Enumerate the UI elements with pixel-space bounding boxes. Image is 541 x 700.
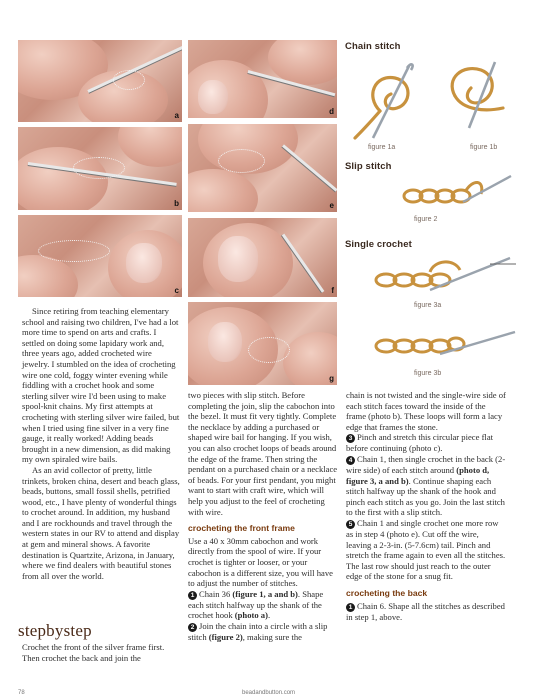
- photo-f: [188, 218, 337, 297]
- step-2-text-2: , making sure the: [242, 631, 302, 642]
- photo-d: [188, 40, 337, 118]
- figure-1b-caption: figure 1b: [470, 144, 498, 151]
- figure-2-caption: figure 2: [414, 216, 438, 223]
- back-step-1-text: Chain 6. Shape all the stitches as described in step 1, above.: [346, 600, 505, 622]
- step-1-text: Chain 36: [199, 588, 233, 599]
- photo-a: [18, 40, 182, 122]
- step-3: [346, 432, 506, 454]
- step-1-text-2: . Shape each stitch halfway up the shank of the crochet hook: [188, 588, 324, 621]
- step-2: [188, 621, 338, 643]
- step-2-ref: (figure 2): [208, 631, 243, 642]
- photo-c-label: c: [174, 286, 179, 295]
- step-4: [346, 454, 506, 518]
- step-1-end: .: [267, 610, 271, 621]
- photo-a-label: a: [174, 111, 179, 120]
- photo-e: [188, 124, 337, 212]
- single-crochet-title: Single crochet: [345, 239, 412, 250]
- intro-paragraph-1: Since retiring from teaching elementary school and raising two children, I've had a lot more time to spend on arts and crafts. I settled on doing some lapidary work and, three years ago, added crocheted wire jewelry. I stumbled on the idea of crocheting wire one cold, foggy winter evening while fiddling with a crochet hook and some sterling silver wire I'd been using to make spool-knit chains. My first attempts at crocheting with sterling silver wire failed, but when I tried using fine silver in a very fine gauge, it really worked! Adding beads brought in a new dimension, as did making my own spiraled wire bails.: [22, 306, 180, 465]
- step-4-text-2: . Continue shaping each stitch halfway up the shank of the hook and pinch each stitch as you go. Join the last stitch to the first with a slip stitch.: [346, 475, 505, 518]
- photo-d-label: d: [329, 107, 334, 116]
- figure-3b-caption: figure 3b: [414, 370, 442, 377]
- step-4-text: Chain 1, then single crochet in the back (2-wire side) of each stitch around: [346, 453, 506, 475]
- column-3: [346, 390, 506, 622]
- single-crochet-diagram-a: [370, 250, 520, 298]
- stepbystep-heading: stepbystep: [18, 621, 92, 640]
- column-2: [188, 390, 338, 642]
- photo-e-label: e: [329, 201, 334, 210]
- photo-c: [18, 215, 182, 297]
- photo-b-label: b: [174, 199, 179, 208]
- subhead-back: crocheting the back: [346, 587, 428, 598]
- figure-3a-caption: figure 3a: [414, 302, 442, 309]
- step-3-number: 3: [346, 434, 355, 443]
- step-5-text: Chain 1 and single crochet one more row as in step 4 (photo e). Cut off the wire, leaving a 2-3-in. (5-7.6cm) tail. Pinch and stretch the frame again to even all the stitches. The last row should just reach to the outer edge of the stone for a snug fit.: [346, 517, 506, 582]
- step-3-text: Pinch and stretch this circular piece flat before continuing (photo c).: [346, 432, 494, 454]
- col2-paragraph-1: two pieces with slip stitch. Before completing the join, slip the cabochon into the bezel. It must fit very tightly. Complete the necklace by adding a purchased or shaped wire bail for hanging. If you wish, you can also crochet loops of beads around the edge of the frame. Then string the pendant on a purchased chain or a necklace of beads. For your first pendant, you might want to start with craft wire, which will help you adjust to the feel of crocheting with wire.: [188, 390, 338, 517]
- back-step-1-number: 1: [346, 603, 355, 612]
- step-1-photo-ref: (photo a): [234, 610, 268, 621]
- site-url: beadandbutton.com: [242, 690, 296, 696]
- stepbystep-intro: Crochet the front of the silver frame first. Then crochet the back and join the: [22, 642, 165, 663]
- chain-stitch-diagram: [345, 56, 525, 142]
- step-1-number: 1: [188, 591, 197, 600]
- photo-g-label: g: [329, 374, 334, 383]
- intro-paragraph-2: As an avid collector of pretty, little trinkets, broken china, desert and beach glass, beads, buttons, small fossil shells, petrified wood, etc., I have plenty of wonderful things to crochet around. In addition, my husband and I are rockhounds and travel through the western states in our RV to attend and display at gem and mineral shows. A favorite destination is Quartzite, Arizona, in January, where we find dealers with beautiful stones from all over the world.: [22, 464, 180, 581]
- slip-stitch-title: Slip stitch: [345, 161, 392, 172]
- step-5: [346, 518, 506, 582]
- slip-stitch-diagram: [395, 172, 515, 212]
- column-1: [22, 306, 180, 581]
- single-crochet-diagram-b: [370, 318, 520, 366]
- step-1: [188, 589, 338, 621]
- step-4-number: 4: [346, 456, 355, 465]
- chain-stitch-title: Chain stitch: [345, 41, 401, 52]
- subhead-front-frame: crocheting the front frame: [188, 523, 295, 534]
- step-4-ref: (photo d, figure 3, a and b): [346, 464, 490, 486]
- step-1-ref: (figure 1, a and b): [232, 588, 298, 599]
- photo-b: [18, 127, 182, 210]
- step-2-number: 2: [188, 623, 197, 632]
- front-frame-intro: Use a 40 x 30mm cabochon and work directly from the spool of wire. If your crochet is tighter or looser, or your cabochon is a different size, you will have to adjust the number of stitches.: [188, 535, 333, 589]
- page-number: 78: [18, 690, 25, 696]
- col3-paragraph-1: chain is not twisted and the single-wire side of each stitch faces toward the inside of the frame (photo b). These loops will form a lacy edge that frames the stone.: [346, 390, 506, 432]
- figure-1a-caption: figure 1a: [368, 144, 396, 151]
- step-2-text: Join the chain into a circle with a slip stitch: [188, 620, 328, 642]
- step-5-number: 5: [346, 520, 355, 529]
- column-1-bottom: [22, 642, 180, 663]
- photo-f-label: f: [331, 286, 334, 295]
- photo-g: [188, 302, 337, 385]
- back-step-1: [346, 601, 506, 623]
